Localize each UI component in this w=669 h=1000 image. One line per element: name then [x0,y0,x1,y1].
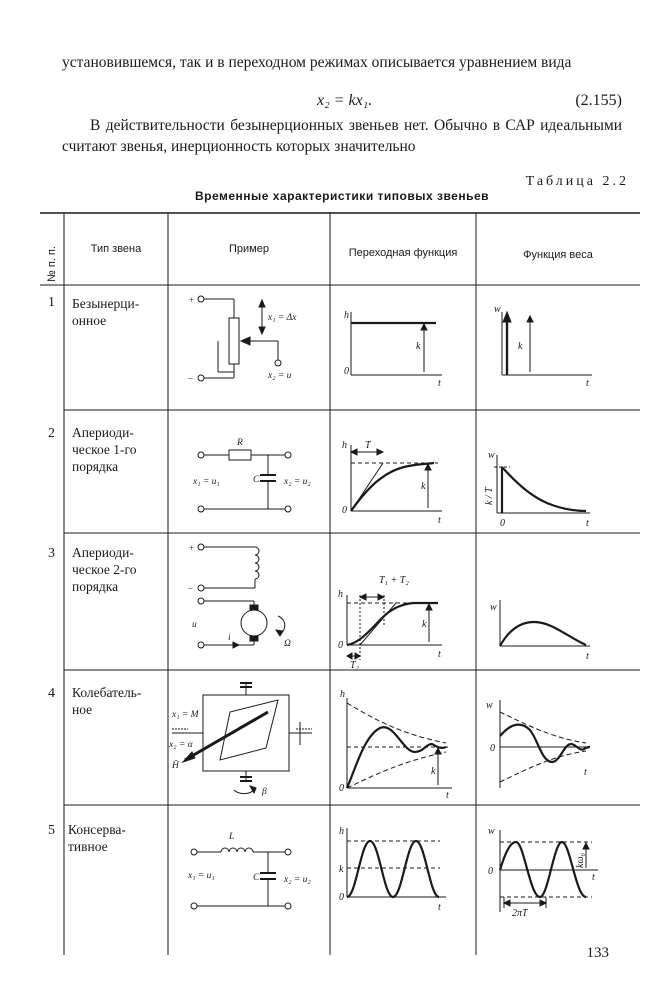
svg-text:x₁ = u₁: x₁ = u₁ [188,871,215,881]
paragraph-second: В действительности безынерционных звеньев нет. Обычно в САР идеальными считают звенья, инерционность которых значительно [62,117,622,155]
svg-text:h: h [339,826,344,837]
row-2-number: 2 [48,426,55,441]
row-3-number: 3 [48,546,55,561]
weight-graph-row-3 [490,600,590,662]
row-4-number: 4 [48,686,55,701]
row-5-number: 5 [48,823,55,838]
svg-text:k / T: k / T [484,487,495,505]
svg-text:t: t [438,902,441,913]
svg-text:x₂ = u: x₂ = u [268,371,292,381]
row-3-name: ческое 2-го [72,562,137,577]
svg-text:0: 0 [342,505,347,516]
example-lc-circuit-diagram [187,832,311,909]
svg-text:L: L [229,832,235,842]
transient-graph-row-3 [338,575,442,671]
svg-text:C: C [253,873,260,883]
row-4-name: Колебатель- [72,685,142,700]
svg-text:0: 0 [500,518,505,529]
row-1-number: 1 [48,295,55,310]
equation-number: (2.155) [575,92,622,109]
header-num: № п. п. [46,246,58,282]
svg-text:x₁ = M: x₁ = M [172,710,199,720]
svg-text:w: w [486,700,493,711]
svg-text:H̄: H̄ [172,761,179,771]
svg-text:k: k [518,341,523,352]
svg-text:k: k [421,481,426,492]
svg-text:0: 0 [338,640,343,651]
svg-text:+: + [188,296,195,306]
svg-text:u: u [192,620,197,630]
table-grid [40,213,640,955]
svg-text:0: 0 [339,783,344,794]
svg-text:R: R [237,438,243,448]
svg-text:T₁ + T₂: T₁ + T₂ [379,575,409,586]
example-dc-motor-diagram [187,544,291,649]
svg-text:x₂ = u₂: x₂ = u₂ [284,875,311,885]
svg-text:x₂ = α: x₂ = α [169,740,193,750]
header-weight: Функция веса [523,249,593,261]
svg-text:t: t [592,872,595,883]
svg-text:h: h [340,689,345,700]
transient-graph-row-2 [342,440,442,526]
row-5-name: тивное [68,839,108,854]
svg-text:t: t [438,649,441,660]
row-2-name: ческое 1-го [72,442,137,457]
svg-text:i: i [228,633,231,643]
row-5-name: Консерва- [68,822,126,837]
svg-text:h: h [344,310,349,321]
svg-text:h: h [342,440,347,451]
svg-text:h: h [338,589,343,600]
header-transient: Переходная функция [348,247,458,259]
header-type: Тип звена [90,243,142,255]
svg-text:t: t [586,651,589,662]
example-rc-circuit-diagram [192,438,311,512]
example-potentiometer-diagram [187,296,297,385]
svg-text:T: T [365,440,371,451]
svg-text:w: w [494,304,501,315]
paragraph-top: установившемся, так и в переходном режимах описывается уравнением вида [62,54,572,71]
svg-text:2πT: 2πT [512,908,528,919]
svg-text:0: 0 [488,866,493,877]
table-number: Таблица 2.2 [525,174,629,189]
weight-graph-row-5 [488,826,598,919]
svg-text:−: − [187,375,194,385]
svg-text:0: 0 [344,366,349,377]
svg-text:T₂: T₂ [350,660,360,671]
svg-text:−: − [187,585,194,595]
svg-text:x₁ = Δx: x₁ = Δx [268,313,297,323]
row-3-name: порядка [72,579,119,594]
svg-text:0: 0 [490,743,495,754]
svg-text:w: w [488,450,495,461]
svg-text:Ω: Ω [284,639,291,649]
svg-text:k: k [431,766,436,777]
svg-text:0: 0 [339,892,344,903]
equation: x₂ = kx₁. [317,92,373,109]
header-example: Пример [229,243,269,255]
weight-graph-row-4 [486,700,590,788]
weight-graph-row-2 [484,450,590,529]
example-gyroscope-diagram [168,683,312,797]
row-3-name: Апериоди- [72,545,134,560]
svg-text:t: t [446,790,449,801]
row-2-name: порядка [72,459,119,474]
svg-text:k: k [422,619,427,630]
transient-graph-row-5 [339,826,446,913]
svg-text:x₂ = u₂: x₂ = u₂ [284,477,311,487]
svg-text:w: w [490,602,497,613]
svg-text:kω₀: kω₀ [575,853,586,868]
svg-text:t: t [438,378,441,389]
transient-graph-row-1 [344,310,442,389]
svg-text:x₁ = u₁: x₁ = u₁ [193,477,220,487]
svg-text:C: C [253,475,260,485]
transient-graph-row-4 [339,689,452,801]
row-2-name: Апериоди- [72,425,134,440]
svg-text:k: k [339,864,344,875]
svg-text:β: β [262,787,267,797]
row-1-name: онное [72,313,107,328]
svg-text:t: t [586,378,589,389]
svg-text:t: t [438,515,441,526]
page-number: 133 [586,945,609,961]
svg-text:t: t [584,767,587,778]
row-4-name: ное [72,702,93,717]
svg-text:t: t [586,518,589,529]
svg-text:k: k [416,341,421,352]
weight-graph-row-1 [494,304,592,389]
svg-text:+: + [188,544,195,554]
svg-text:w: w [488,826,495,837]
table-title: Временные характеристики типовых звеньев [194,189,490,203]
row-1-name: Безынерци- [72,296,140,311]
